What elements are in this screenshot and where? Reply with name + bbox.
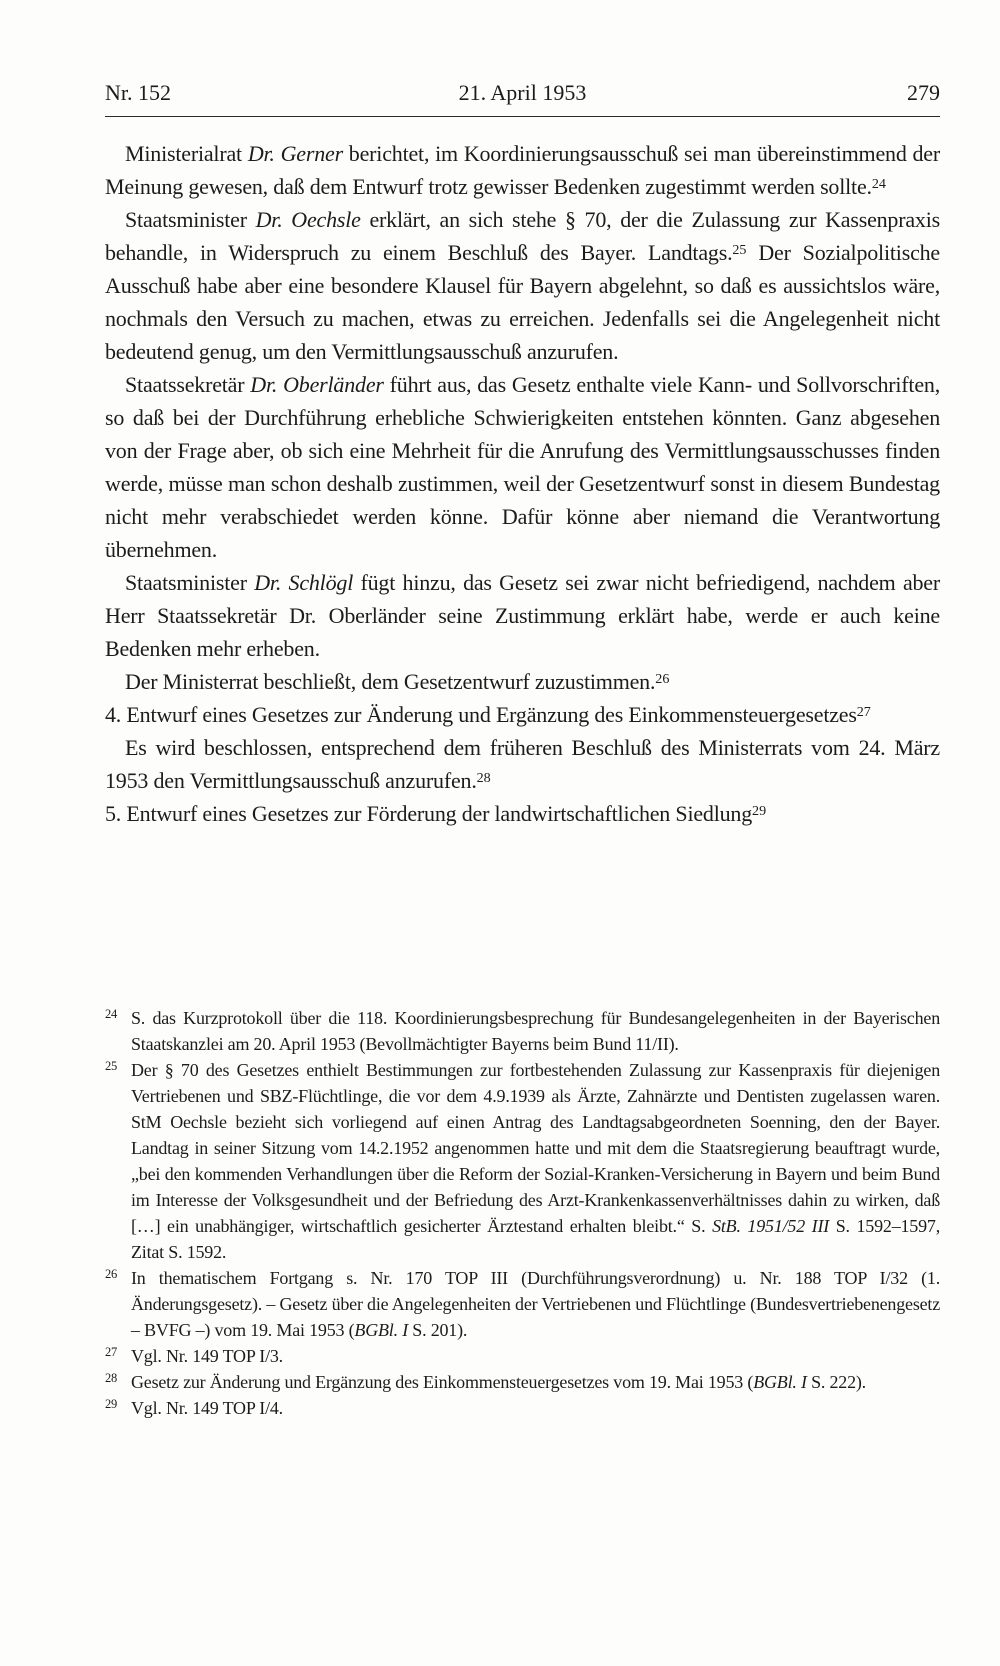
text-segment: 5. Entwurf eines Gesetzes zur Förderung der landwirtschaftlichen Siedlung [105, 801, 753, 826]
footnote [105, 1343, 940, 1369]
text-segment: Staatssekretär [125, 372, 251, 397]
text-segment: Der § 70 des Gesetzes enthielt Bestimmungen zur fortbestehenden Zulassung zur Kassenpraxis für diejenigen Vertriebenen und SBZ-Flüchtlinge, die vor dem 4.9.1939 als Ärzte, Zahnärzte und Dentisten zugelassen waren. StM Oechsle bezieht sich vorliegend auf einen Antrag des Landtagsabgeordneten Soenning, den der Bayer. Landtag in seiner Sitzung vom 14.2.1952 angenommen hatte und mit dem die Staatsregierung beauftragt wurde, „bei den kommenden Verhandlungen über die Reform der Sozial-Kranken-Versicherung in Bayern und beim Bund im Interesse der Volksgesundheit und der Befriedung des Arzt-Krankenkassenverhältnisses dahin zu wirken, daß […] ein unabhängiger, wirtschaftlich gesicherter Ärztestand erhalten bleibt.“ S. [131, 1060, 940, 1236]
body-paragraph [105, 368, 940, 566]
footnote-text [131, 1265, 940, 1343]
text-segment: berichtet, im Koordinierungsausschuß sei man übereinstimmend der Meinung gewesen, daß dem Entwurf trotz gewisser Bedenken zugestimmt werden sollte. [105, 141, 940, 199]
footnote-text [131, 1343, 940, 1369]
page-number: 279 [907, 80, 940, 105]
text-segment: S. das Kurzprotokoll über die 118. Koordinierungsbesprechung für Bundesangelegenheiten in der Bayerischen Staatskanzlei am 20. April 1953 (Bevollmächtigter Bayerns beim Bund 11/II). [131, 1008, 940, 1054]
footnote [105, 1369, 940, 1395]
body-text [105, 137, 940, 830]
text-segment: Vgl. Nr. 149 TOP I/3. [131, 1346, 283, 1366]
footnote [105, 1395, 940, 1421]
agenda-item [105, 698, 940, 731]
text-segment: fügt hinzu, das Gesetz sei zwar nicht befriedigend, nachdem aber Herr Staatssekretär Dr. Oberländer seine Zustimmung erklärt habe, werde er auch keine Bedenken mehr erheben. [105, 570, 940, 661]
footnote-number: 24 [105, 1007, 118, 1021]
text-segment: Staatsminister [125, 207, 256, 232]
footnote-ref: 25 [732, 242, 747, 259]
footnote-ref: 24 [871, 176, 886, 193]
body-paragraph [105, 566, 940, 665]
footnote-ref: 28 [476, 770, 491, 787]
header-rule [105, 116, 940, 117]
italic-text-segment: BGBl. I [354, 1320, 408, 1340]
footnote-text [131, 1057, 940, 1265]
footnote-number: 27 [105, 1345, 118, 1359]
body-paragraph [105, 137, 940, 203]
document-number: Nr. 152 [105, 80, 171, 105]
italic-text-segment: BGBl. I [753, 1372, 807, 1392]
agenda-item [105, 797, 940, 830]
body-paragraph [105, 665, 940, 698]
italic-text-segment: Dr. Oechsle [255, 207, 361, 232]
italic-text-segment: StB. 1951/52 III [712, 1216, 830, 1236]
footnotes-section [105, 1005, 940, 1421]
document-date: 21. April 1953 [458, 80, 587, 105]
footnote-text [131, 1369, 940, 1395]
text-segment: erklärt, an sich stehe § 70, der die Zulassung zur Kassenpraxis behandle, in Widerspruch zu einem Beschluß des Bayer. Landtags. [105, 207, 940, 265]
footnote [105, 1057, 940, 1265]
footnote [105, 1265, 940, 1343]
text-segment: Der Ministerrat beschließt, dem Gesetzentwurf zuzustimmen. [125, 669, 656, 694]
footnote [105, 1005, 940, 1057]
footnote-ref: 26 [655, 671, 670, 688]
italic-text-segment: Dr. Schlögl [254, 570, 354, 595]
footnote-text [131, 1005, 940, 1057]
footnote-ref: 27 [856, 704, 871, 721]
italic-text-segment: Dr. Gerner [247, 141, 343, 166]
page-header [105, 80, 940, 106]
footnote-text [131, 1395, 940, 1421]
text-segment: 4. Entwurf eines Gesetzes zur Änderung und Ergänzung des Einkommensteuergesetzes [105, 702, 857, 727]
italic-text-segment: Dr. Oberländer [250, 372, 384, 397]
body-paragraph [105, 203, 940, 368]
text-segment: Es wird beschlossen, entsprechend dem früheren Beschluß des Ministerrats vom 24. März 1953 den Vermittlungsausschuß anzurufen. [105, 735, 940, 793]
footnote-number: 29 [105, 1397, 118, 1411]
text-segment: Staatsminister [125, 570, 255, 595]
text-segment: S. 1592–1597, Zitat S. 1592. [131, 1216, 941, 1262]
text-segment: In thematischem Fortgang s. Nr. 170 TOP III (Durchführungsverordnung) u. Nr. 188 TOP I/32 (1. Änderungsgesetz). – Gesetz über die Angelegenheiten der Vertriebenen und Flüchtlinge (Bundesvertriebenengesetz – BVFG –) vom 19. Mai 1953 ( [131, 1268, 940, 1340]
text-segment: Ministerialrat [125, 141, 248, 166]
footnote-ref: 29 [752, 803, 767, 820]
text-segment: S. 201). [408, 1320, 468, 1340]
body-paragraph [105, 731, 940, 797]
text-segment: Vgl. Nr. 149 TOP I/4. [131, 1398, 283, 1418]
text-segment: führt aus, das Gesetz enthalte viele Kann- und Sollvorschriften, so daß bei der Durchführung erhebliche Schwierigkeiten entstehen könnten. Ganz abgesehen von der Frage aber, ob sich eine Mehrheit für die Anrufung des Vermittlungsausschusses finden werde, müsse man schon deshalb zustimmen, weil der Gesetzentwurf sonst in diesem Bundestag nicht mehr verabschiedet werden könne. Dafür könne aber niemand die Verantwortung übernehmen. [105, 372, 941, 562]
footnote-number: 25 [105, 1059, 118, 1073]
text-segment: Der Sozialpolitische Ausschuß habe aber eine besondere Klausel für Bayern abgelehnt, so daß es aussichtslos wäre, nochmals den Versuch zu machen, etwas zu erreichen. Jedenfalls sei die Angelegenheit nicht bedeutend genug, um den Vermittlungsausschuß anzurufen. [105, 240, 940, 364]
text-segment: S. 222). [806, 1372, 866, 1392]
text-segment: Gesetz zur Änderung und Ergänzung des Einkommensteuergesetzes vom 19. Mai 1953 ( [131, 1372, 754, 1392]
footnote-number: 26 [105, 1267, 118, 1281]
footnote-number: 28 [105, 1371, 118, 1385]
